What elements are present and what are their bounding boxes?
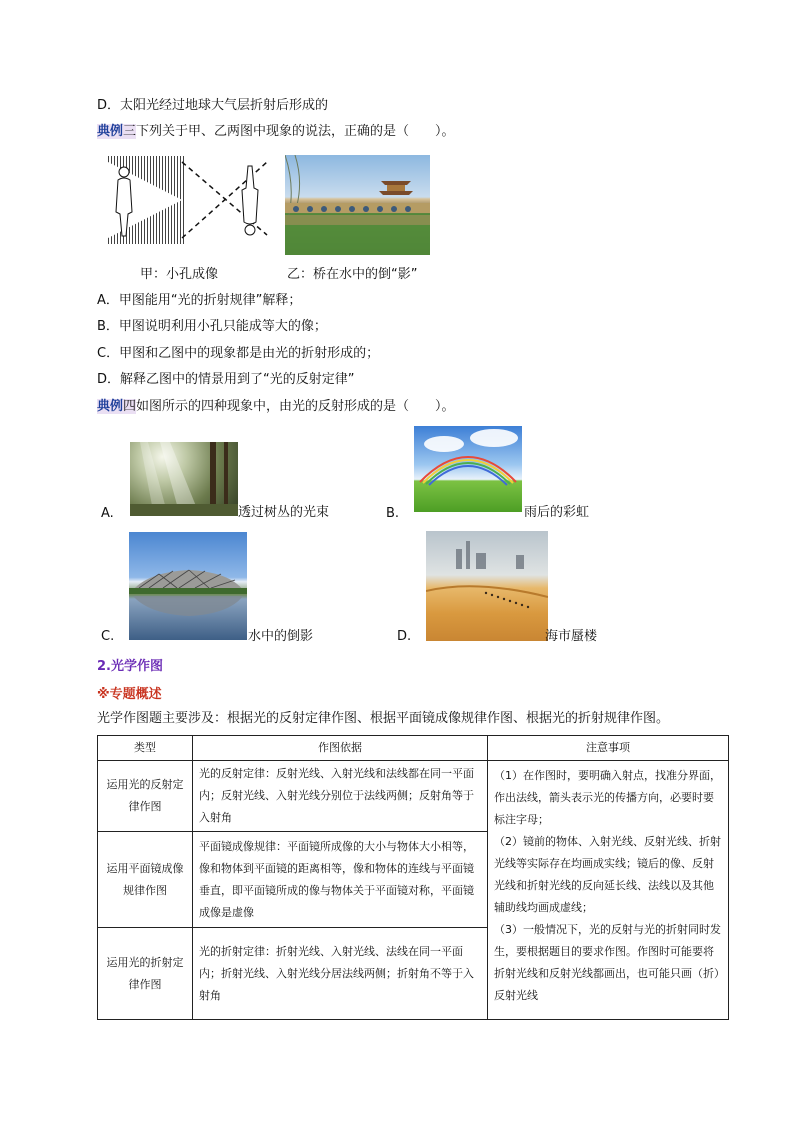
option-d: D．解释乙图中的情景用到了“光的反射定律” bbox=[97, 372, 355, 387]
example-tag: 典例 bbox=[97, 124, 124, 139]
stadium-reflection-photo bbox=[129, 532, 247, 640]
row-basis: 光的反射定律：反射光线、入射光线和法线都在同一平面内；反射光线、入射光线分别位于法线两侧；反射角等于入射角 bbox=[193, 761, 488, 832]
table-row bbox=[98, 761, 729, 832]
option-c-letter: C. bbox=[101, 629, 115, 644]
option-b: B．甲图说明利用小孔只能成等大的像； bbox=[97, 319, 327, 334]
row-basis: 光的折射定律：折射光线、入射光线、法线在同一平面内；折射光线、入射光线分居法线两侧；折射角不等于入射角 bbox=[193, 928, 488, 1020]
example-tag: 典例 bbox=[97, 399, 124, 414]
question-text: 下列关于甲、乙两图中现象的说法，正确的是（ ）。 bbox=[136, 124, 455, 139]
row-type: 运用光的反射定律作图 bbox=[98, 761, 193, 832]
rainbow-photo bbox=[414, 426, 522, 512]
table-header-row bbox=[98, 736, 729, 761]
mirage-desert-photo bbox=[426, 531, 548, 641]
section-intro: 光学作图题主要涉及：根据光的反射定律作图、根据平面镜成像规律作图、根据光的折射规律作图。 bbox=[97, 711, 670, 726]
bridge-reflection-photo bbox=[285, 155, 430, 255]
option-a: A．甲图能用“光的折射规律”解释； bbox=[97, 293, 302, 308]
section-overview: ※专题概述 bbox=[97, 687, 162, 702]
drawing-rules-table bbox=[97, 735, 729, 1020]
option-c-caption: 水中的倒影 bbox=[248, 629, 314, 644]
option-b-letter: B. bbox=[386, 506, 400, 521]
note-1: （1）在作图时，要明确入射点，找准分界面，作出法线，箭头表示光的传播方向，必要时要标注字母； bbox=[494, 769, 721, 826]
option-d-caption: 海市蜃楼 bbox=[545, 629, 598, 644]
caption-jia: 甲：小孔成像 bbox=[140, 267, 219, 282]
question-text: 如图所示的四种现象中，由光的反射形成的是（ ）。 bbox=[136, 399, 455, 414]
example-4-question bbox=[97, 398, 455, 416]
header-type: 类型 bbox=[98, 736, 193, 761]
example-number: 四 bbox=[123, 399, 137, 414]
option-a-letter: A. bbox=[101, 506, 114, 521]
row-type: 运用光的折射定律作图 bbox=[98, 928, 193, 1020]
note-2: （2）镜前的物体、入射光线、反射光线、折射光线等实际存在均画成实线；镜后的像、反射光线和折射光线的反向延长线、法线以及其他辅助线均画成虚线； bbox=[494, 835, 721, 914]
header-basis: 作图依据 bbox=[193, 736, 488, 761]
forest-light-photo bbox=[130, 442, 238, 516]
caption-yi: 乙：桥在水中的倒“影” bbox=[287, 267, 418, 282]
notes-cell bbox=[488, 761, 729, 1020]
row-basis: 平面镜成像规律：平面镜所成像的大小与物体大小相等，像和物体到平面镜的距离相等，像和物体的连线与平面镜垂直，即平面镜所成的像与物体关于平面镜对称，平面镜成像是虚像 bbox=[193, 832, 488, 928]
option-d-letter: D. bbox=[397, 629, 412, 644]
option-a-caption: 透过树丛的光束 bbox=[238, 505, 330, 520]
example-3-question bbox=[97, 123, 455, 141]
row-type: 运用平面镜成像规律作图 bbox=[98, 832, 193, 928]
option-d-previous: D．太阳光经过地球大气层折射后形成的 bbox=[97, 98, 329, 113]
header-notes: 注意事项 bbox=[488, 736, 729, 761]
note-3: （3）一般情况下，光的反射与光的折射同时发生，要根据题目的要求作图。作图时可能要将折射光线和反射光线都画出，也可能只画（折）反射光线 bbox=[494, 923, 721, 1002]
option-c: C．甲图和乙图中的现象都是由光的折射形成的； bbox=[97, 346, 380, 361]
option-b-caption: 雨后的彩虹 bbox=[524, 505, 590, 520]
example-number: 三 bbox=[123, 124, 137, 139]
pinhole-diagram bbox=[102, 150, 272, 250]
section-title: 2.光学作图 bbox=[97, 659, 163, 674]
